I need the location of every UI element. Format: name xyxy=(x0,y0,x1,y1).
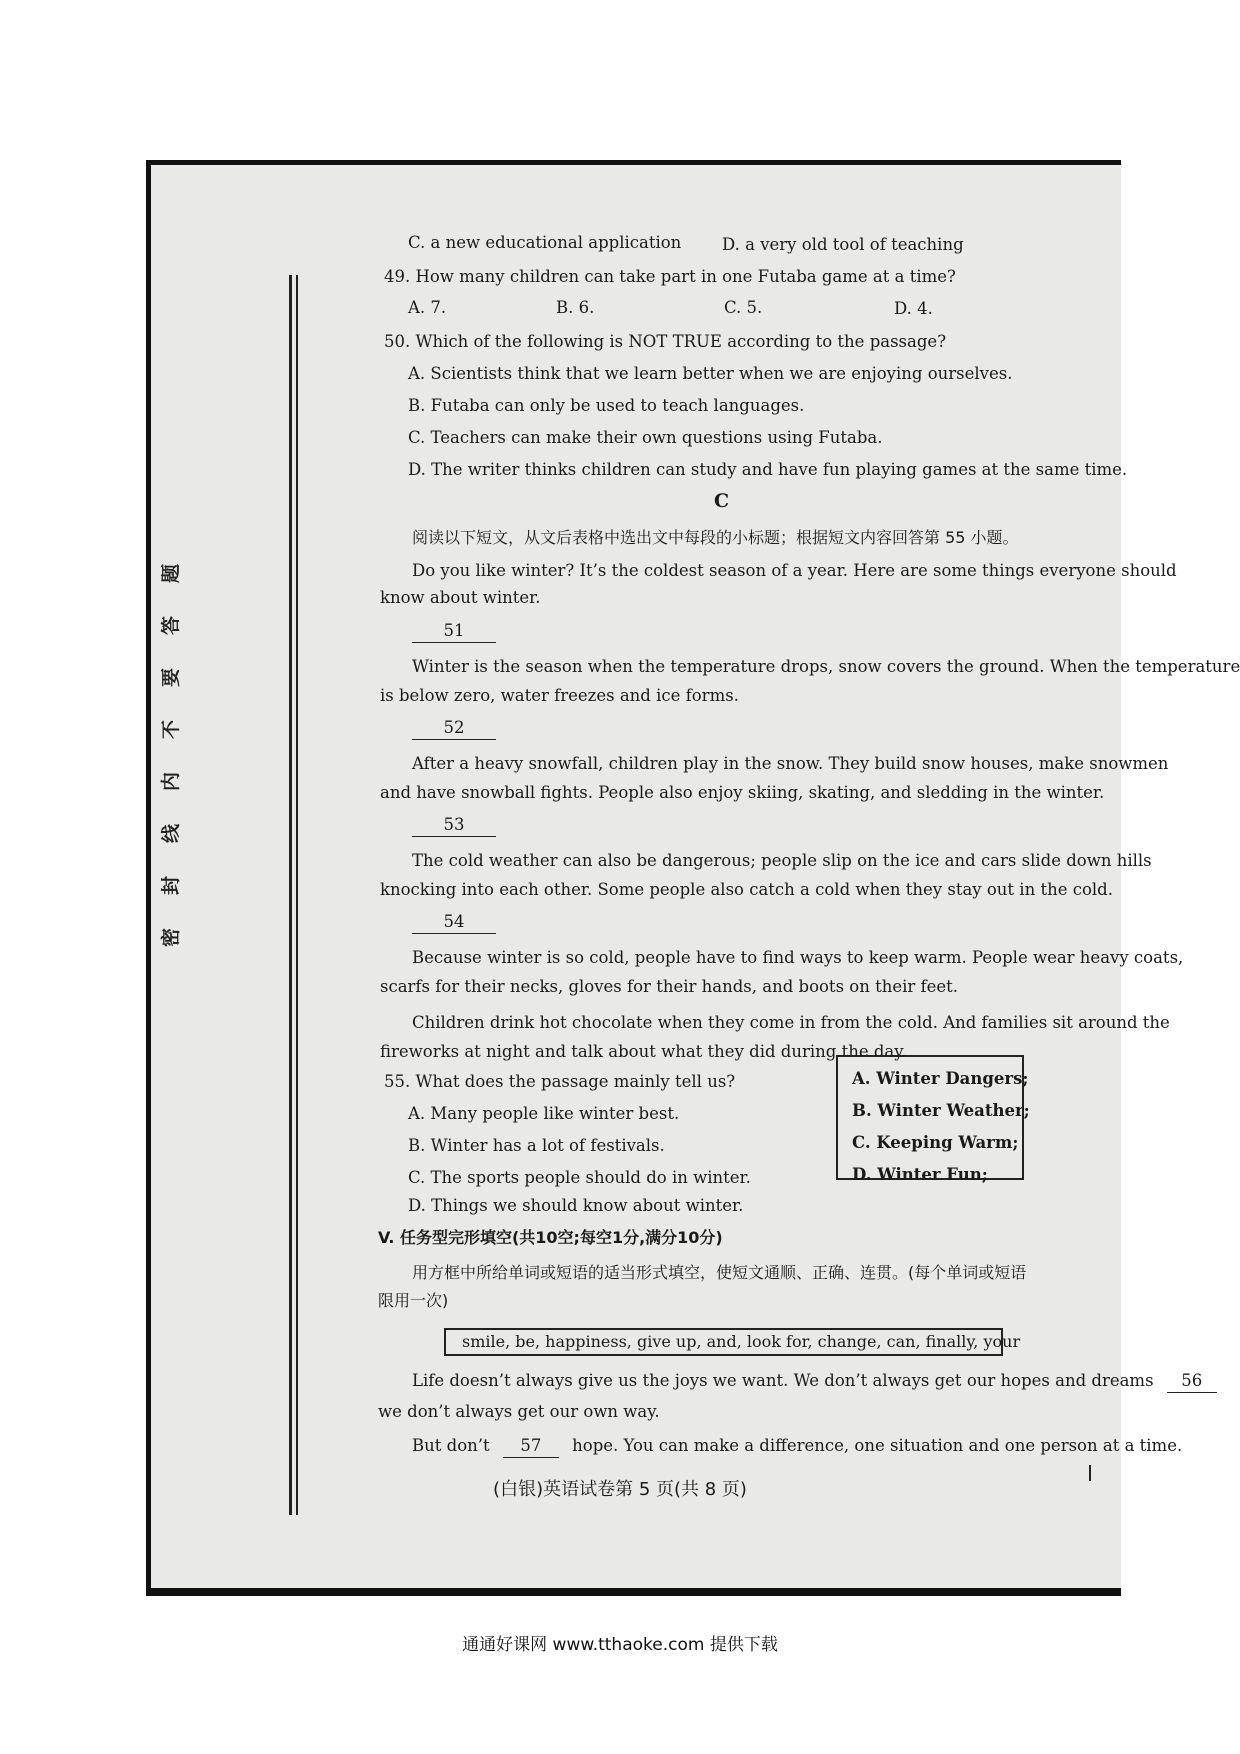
p51-line-2: is below zero, water freezes and ice forms. xyxy=(380,686,739,705)
v-line-1 xyxy=(412,1370,1217,1393)
p52-line-1: After a heavy snowfall, children play in the snow. They build snow houses, make snowmen xyxy=(412,754,1169,773)
v-line-3 xyxy=(412,1435,1182,1458)
blank-56: 56 xyxy=(1167,1370,1217,1393)
q50-question: 50. Which of the following is NOT TRUE according to the passage? xyxy=(384,332,947,351)
q55-option-c: C. The sports people should do in winter. xyxy=(408,1168,751,1187)
heading-option-b: B. Winter Weather; xyxy=(852,1101,1030,1120)
seal-char: 答 xyxy=(160,615,183,636)
section-v-instruction-1: 用方框中所给单词或短语的适当形式填空，使短文通顺、正确、连贯。(每个单词或短语 xyxy=(412,1263,1027,1282)
word-box: smile, be, happiness, give up, and, look for, change, can, finally, your xyxy=(444,1328,1003,1356)
seal-char: 线 xyxy=(160,823,183,844)
seal-char: 内 xyxy=(160,771,183,792)
q55-option-b: B. Winter has a lot of festivals. xyxy=(408,1136,665,1155)
intro-line-2: know about winter. xyxy=(380,588,541,607)
q50-option-a: A. Scientists think that we learn better when we are enjoying ourselves. xyxy=(408,364,1013,383)
blank-54: 54 xyxy=(412,911,496,934)
q48-option-c: C. a new educational application xyxy=(408,233,682,252)
q49-option-a: A. 7. xyxy=(408,298,447,317)
seal-char: 要 xyxy=(160,667,183,688)
q50-option-c: C. Teachers can make their own questions using Futaba. xyxy=(408,428,883,447)
q49-option-d: D. 4. xyxy=(894,299,933,318)
p53-line-1: The cold weather can also be dangerous; people slip on the ice and cars slide down hills xyxy=(412,851,1152,870)
p51-line-1: Winter is the season when the temperature drops, snow covers the ground. When the temperature xyxy=(412,657,1240,676)
v-line-2: we don’t always get our own way. xyxy=(378,1402,660,1421)
margin-rule-outer xyxy=(289,275,292,1515)
blank-57: 57 xyxy=(503,1435,559,1458)
seal-char: 题 xyxy=(160,563,183,584)
q49-option-b: B. 6. xyxy=(556,298,595,317)
v-line-3-pre: But don’t xyxy=(412,1436,490,1455)
p54-line-2: scarfs for their necks, gloves for their hands, and boots on their feet. xyxy=(380,977,959,996)
seal-line-notice xyxy=(155,560,185,951)
q55-question: 55. What does the passage mainly tell us? xyxy=(384,1072,736,1091)
q49-option-c: C. 5. xyxy=(724,298,763,317)
q49-question: 49. How many children can take part in one Futaba game at a time? xyxy=(384,267,956,286)
q55-option-a: A. Many people like winter best. xyxy=(408,1104,680,1123)
source-watermark: 通通好课网 www.tthaoke.com 提供下载 xyxy=(462,1635,778,1655)
blank-51: 51 xyxy=(412,620,496,643)
v-line-1-text: Life doesn’t always give us the joys we want. We don’t always get our hopes and dreams xyxy=(412,1371,1154,1390)
q48-option-d: D. a very old tool of teaching xyxy=(722,235,964,254)
intro-line-1: Do you like winter? It’s the coldest season of a year. Here are some things everyone should xyxy=(412,561,1177,580)
p-last-line-1: Children drink hot chocolate when they come in from the cold. And families sit around the xyxy=(412,1013,1170,1032)
seal-char: 封 xyxy=(160,875,183,896)
page-footer: (白银)英语试卷第 5 页(共 8 页) xyxy=(493,1479,747,1500)
p54-line-1: Because winter is so cold, people have to find ways to keep warm. People wear heavy coats, xyxy=(412,948,1184,967)
heading-option-d: D. Winter Fun; xyxy=(852,1165,988,1184)
seal-char: 密 xyxy=(160,927,183,948)
section-v-instruction-2: 限用一次) xyxy=(378,1291,449,1310)
heading-option-a: A. Winter Dangers; xyxy=(852,1069,1029,1088)
p-last-line-2: fireworks at night and talk about what they did during the day. xyxy=(380,1042,907,1061)
heading-option-c: C. Keeping Warm; xyxy=(852,1133,1019,1152)
section-c-heading: C xyxy=(714,490,730,512)
heading-options-box xyxy=(836,1055,1030,1184)
section-v-title: V. 任务型完形填空(共10空;每空1分,满分10分) xyxy=(378,1228,723,1247)
seal-char: 不 xyxy=(160,719,183,740)
q50-option-b: B. Futaba can only be used to teach languages. xyxy=(408,396,805,415)
p52-line-2: and have snowball fights. People also enjoy skiing, skating, and sledding in the winter. xyxy=(380,783,1105,802)
q50-option-d: D. The writer thinks children can study and have fun playing games at the same time. xyxy=(408,460,1128,479)
margin-rule-inner xyxy=(296,275,298,1515)
p53-line-2: knocking into each other. Some people also catch a cold when they stay out in the cold. xyxy=(380,880,1113,899)
v-line-3-post: hope. You can make a difference, one situation and one person at a time. xyxy=(572,1436,1183,1455)
q55-option-d: D. Things we should know about winter. xyxy=(408,1196,744,1215)
blank-53: 53 xyxy=(412,814,496,837)
section-c-instruction: 阅读以下短文，从文后表格中选出文中每段的小标题；根据短文内容回答第 55 小题。 xyxy=(412,528,1019,547)
blank-52: 52 xyxy=(412,717,496,740)
